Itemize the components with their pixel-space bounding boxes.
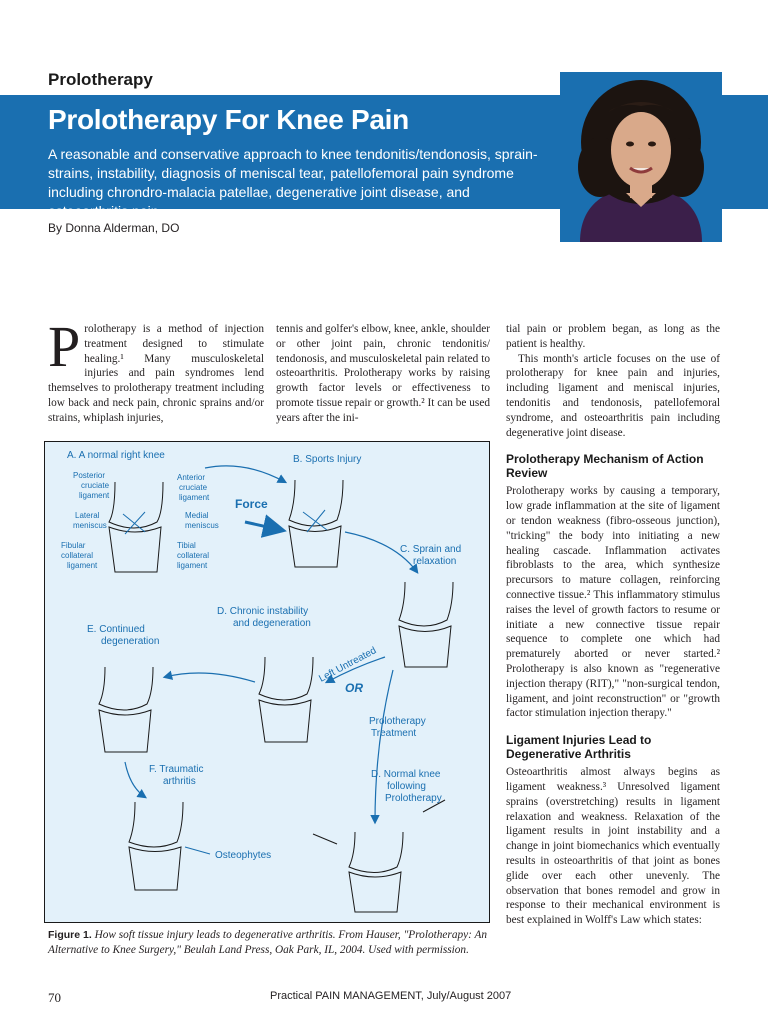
label-or: OR [345, 681, 363, 695]
label-lateral-meniscus: Lateral [75, 511, 100, 520]
label-osteophytes: Osteophytes [215, 850, 272, 861]
article-column-3 [506, 322, 720, 928]
label-pcl: Posterior [73, 471, 106, 480]
label-d-line1: D. Chronic instability [217, 606, 309, 617]
label-fcl-2: collateral [61, 551, 94, 560]
knee-sports-injury-illustration [289, 480, 343, 567]
label-b: B. Sports Injury [293, 454, 362, 465]
byline: By Donna Alderman, DO [48, 221, 180, 235]
drop-cap: P [48, 314, 81, 379]
arrow-d-to-e [165, 673, 255, 682]
column-3-paragraph: tial pain or problem began, as long as the patient is healthy. [506, 323, 720, 350]
column-3-paragraph: This month's article focuses on the use of prolotherapy for knee pain and injuries, including ligament and meniscal injuries, tendonitis and tendonosis, patellofemoral syndrome, and osteoarthritis pain including degenerative joint disease. [506, 352, 720, 439]
section-heading: Prolotherapy Mechanism of Action Review [506, 452, 704, 481]
column-1-text: rolotherapy is a method of injection treatment designed to stimulate healing.¹ Many musculoskeletal injuries and pain syndromes lend themselves to prolotherapy treatment including low back and neck pain, chronic sprains and/or strains, whiplash injuries, [48, 323, 264, 424]
publication-footer: Practical PAIN MANAGEMENT, July/August 2007 [270, 990, 512, 1002]
article-column-1 [48, 314, 264, 426]
label-medial-meniscus: Medial [185, 511, 209, 520]
label-fcl-3: ligament [67, 561, 98, 570]
section-label: Prolotherapy [48, 70, 153, 89]
page-number: 70 [48, 990, 61, 1005]
section-heading: Ligament Injuries Lead to Degenerative Arthritis [506, 733, 652, 762]
knee-degeneration-illustration [99, 667, 153, 752]
article-subtitle: A reasonable and conservative approach to knee tendonitis/tendonosis, sprain-strains, instability, diagnosis of meniscal tear, patellofemoral pain syndrome including chrondro-malacia patellae, degenerative joint disease, and osteoarthritis pain [48, 146, 538, 219]
knee-healed-illustration [313, 800, 445, 912]
label-prolo-line1: Prolotherapy [369, 716, 426, 727]
label-normal-knee-line3: Prolotherapy [385, 793, 442, 804]
label-f-line1: F. Traumatic [149, 764, 204, 775]
label-c-line1: C. Sprain and [400, 544, 462, 555]
article-title: Prolotherapy For Knee Pain [48, 104, 409, 135]
label-f-line2: arthritis [163, 776, 196, 787]
label-tcl: Tibial [177, 541, 196, 550]
knee-normal-illustration [109, 482, 163, 572]
label-lateral-meniscus-2: meniscus [73, 521, 107, 530]
arrow-osteophytes [185, 847, 210, 854]
column-3-paragraph: Prolotherapy works by causing a temporary, low grade inflammation at the site of ligament or tendon weakness (fibro-osseous junction), "tricking" the body into initiating a new healing cascade. Inflammation activates fibroblasts to the area, which synthesize precursors to mature collagen, reinforcing connective tissue.² This inflammatory stimulus raises the level of growth factors to resume or initiate a new connective tissue repair sequence to complete one which had prematurely aborted or never started.² Prolotherapy is also known as "regenerative injection therapy (RIT)," "non-surgical tendon, ligament, and joint reconstruction" or "growth factor stimulation injection therapy." [506, 485, 720, 720]
label-left-untreated: Left Untreated [317, 645, 379, 685]
label-pcl-3: ligament [79, 491, 110, 500]
label-tcl-2: collateral [177, 551, 210, 560]
knee-arthritis-illustration [129, 802, 183, 890]
label-pcl-2: cruciate [81, 481, 110, 490]
label-acl-3: ligament [179, 493, 210, 502]
label-medial-meniscus-2: meniscus [185, 521, 219, 530]
label-acl-2: cruciate [179, 483, 208, 492]
figure-caption-text: How soft tissue injury leads to degenerative arthritis. From Hauser, "Prolotherapy: An Alternative to Knee Surgery," Beulah Land Press, Oak Park, IL, 2004. Used with permission. [48, 929, 488, 956]
label-d-line2: and degeneration [233, 618, 311, 629]
knee-chronic-illustration [259, 657, 313, 742]
label-e-line1: E. Continued [87, 624, 145, 635]
arrow-force [245, 522, 281, 530]
arrow-a-to-b [205, 466, 285, 482]
label-tcl-3: ligament [177, 561, 208, 570]
label-c-line2: relaxation [413, 556, 457, 567]
label-prolo-line2: Treatment [371, 728, 417, 739]
knee-sprain-illustration [399, 582, 453, 667]
figure-label: Figure 1. [48, 929, 92, 941]
label-force: Force [235, 497, 268, 511]
author-photo [560, 72, 722, 242]
label-normal-knee-line2: following [387, 781, 426, 792]
column-3-paragraph: Osteoarthritis almost always begins as ligament weakness.³ Unresolved ligament sprains (overstretching) results in ligament relaxation and weakness. Relaxation of the ligament results in joint instability and a change in joint biomechanics which eventually results in osteoarthritis of that joint as bones glide over each other unevenly. The observation that bones remodel and grow in response to their mechanical environment is best explained in Wolff's Law which states: [506, 766, 720, 927]
label-normal-knee-line1: D. Normal knee [371, 769, 441, 780]
label-a: A. A normal right knee [67, 450, 165, 461]
label-fcl: Fibular [61, 541, 86, 550]
figure-caption [48, 928, 492, 958]
knee-diagram-figure [44, 441, 490, 923]
column-2-text: tennis and golfer's elbow, knee, ankle, shoulder or other joint pain, chronic tendonitis/ tendonosis, and musculoskeletal pain related to osteoarthritis. Prolotherapy works by raising growth factor levels or effectiveness to promote tissue repair or growth.² It can be used years after the ini- [276, 323, 490, 424]
label-acl: Anterior [177, 473, 206, 482]
arrow-e-to-f [125, 762, 145, 797]
article-column-2 [276, 322, 490, 426]
label-e-line2: degeneration [101, 636, 160, 647]
